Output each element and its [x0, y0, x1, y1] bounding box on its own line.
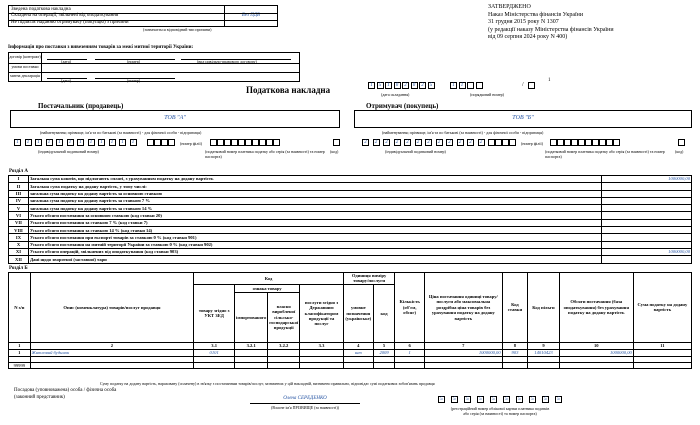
buyer-branch-caption: (номер філії)	[521, 141, 543, 146]
customs-date-caption: (дата)	[61, 78, 71, 83]
buyer-ipn-digit[interactable]: 2	[362, 139, 369, 146]
section-b-heading: Розділ Б	[9, 266, 28, 271]
signer-label: Посадова (уповноважена) особа / фізична особа	[14, 388, 117, 393]
col-code-group-header: Код	[194, 273, 344, 285]
section-b-table	[8, 272, 692, 369]
seller-ipn-digit[interactable]: 1	[119, 139, 126, 146]
number-digit[interactable]	[476, 82, 483, 89]
col-qty-header: Кількість (об'єм, обсяг)	[395, 273, 425, 343]
column-number: 11	[633, 342, 691, 349]
col-no-header: N з/п	[9, 273, 31, 343]
export-info-title: Інформація про поставки з вивезенням товарів за межі митної території України:	[8, 45, 194, 50]
section-a-row-value[interactable]	[602, 190, 692, 197]
approval-line: 31 грудня 2015 року N 1307	[488, 19, 559, 25]
section-a-row-num: IV	[9, 197, 29, 204]
item-agri[interactable]	[268, 349, 300, 356]
exempt-tag: Без ПДВ	[241, 13, 261, 18]
note-row-exempt: Складена на операції, звільнені від оподаткування	[11, 13, 119, 18]
buyer-name-caption: (найменування; прізвище, ім'я та по батькові (за наявності) - для фізичної особи - підприємця)	[382, 130, 544, 135]
signer-caption: (Власне ім'я ПРІЗВИЩЕ (за наявності))	[270, 405, 340, 410]
approval-line: ЗАТВЕРДЖЕНО	[488, 4, 531, 10]
section-a-row-num: VI	[9, 212, 29, 219]
buyer-ipn-digit[interactable]: 2	[425, 139, 432, 146]
column-number: 2	[30, 342, 194, 349]
buyer-ipn-digit[interactable]: 2	[373, 139, 380, 146]
reason-type-hint: (зазначається відповідний тип причини)	[143, 27, 212, 32]
table-row	[9, 176, 692, 183]
table-row	[9, 219, 692, 226]
date-digit[interactable]: 1	[368, 82, 375, 89]
item-unit-name[interactable]: шт	[343, 349, 373, 356]
reg-number-digit[interactable]: 5	[529, 396, 536, 403]
seller-ipn-caption: (індивідуальний податковий номер)	[38, 149, 99, 154]
section-a-row-value[interactable]	[602, 227, 692, 234]
approval-line: від 09 серпня 2024 року N 400)	[488, 34, 568, 40]
footer-note: Суму податку на додану вартість, нараховану (сплачену) в зв'язку з постачанням товарів/послуг, зазначених у цій накладній, визначено правильно, відповідає сумі податкових зобов'язань продавця	[100, 381, 435, 386]
seller-ipn-digit[interactable]: 1	[56, 139, 63, 146]
document-title: Податкова накладна	[246, 85, 331, 95]
date-digit[interactable]: 5	[377, 82, 384, 89]
col-unit-name-header: умовне позначення (українське)	[343, 284, 373, 342]
section-a-row-value[interactable]	[602, 183, 692, 190]
section-a-row-value[interactable]	[602, 212, 692, 219]
buyer-taxpayer-caption: (податковий номер платника податку або серія (за наявності) та номер паспорта)	[545, 149, 665, 159]
item-no: 1	[9, 349, 31, 356]
col-amount-header: Обсяги постачання (база оподаткування) без урахування податку на додану вартість	[559, 273, 633, 343]
section-a-row-text: Усього обсяги постачання на митній території України за ставкою 0 % (код ставки 902)	[28, 241, 601, 248]
section-a-row-value[interactable]: 1000000,00	[602, 248, 692, 255]
number-digit[interactable]	[467, 82, 474, 89]
column-number: 5	[373, 342, 395, 349]
section-a-row-text: Усього обсяги постачання при експорті товарів за ставкою 0 % (код ставки 901)	[28, 234, 601, 241]
col-agri-header: власно виробленої сільсько-господарської продукції	[268, 292, 300, 342]
section-a-row-text: Загальна сума коштів, що підлягають сплаті, з урахуванням податку на додану вартість	[28, 176, 601, 183]
seller-ipn-digit[interactable]: 1	[25, 139, 32, 146]
column-number: 1	[9, 342, 31, 349]
column-number: 9	[528, 342, 559, 349]
number-slash: /	[522, 82, 524, 88]
col-desc-header: Опис (номенклатура) товарів/послуг продавця	[30, 273, 194, 343]
section-a-row-num: II	[9, 183, 29, 190]
extra-row-code: 99999	[9, 362, 31, 368]
seller-taxpayer-caption: (податковий номер платника податку або серія (за наявності) та номер паспорта)	[205, 149, 325, 159]
reg-number-digit[interactable]: 5	[555, 396, 562, 403]
col-rate-code-header: Код ставки	[502, 273, 528, 343]
section-a-row-num: III	[9, 190, 29, 197]
date-digit[interactable]: 0	[394, 82, 401, 89]
item-amount[interactable]: 1000000,00	[559, 349, 633, 356]
date-digit[interactable]: 1	[385, 82, 392, 89]
date-boxes[interactable]	[368, 82, 438, 90]
date-caption: (дата складання)	[381, 92, 410, 97]
seller-ipn-digit[interactable]: 1	[109, 139, 116, 146]
table-row	[9, 241, 692, 248]
section-a-row-num: XII	[9, 256, 29, 263]
section-a-row-num: V	[9, 205, 29, 212]
column-number: 10	[559, 342, 633, 349]
column-number: 7	[424, 342, 502, 349]
reg-number-digit[interactable]: 5	[516, 396, 523, 403]
contract-number-caption: (номер)	[127, 59, 141, 64]
column-number: 3.1	[194, 342, 235, 349]
section-a-row-text: Усього обсяги постачання за ставкою 14 % (код ставки 14)	[28, 227, 601, 234]
item-uktzed[interactable]: 0101	[194, 349, 235, 356]
signer-sub: (законний представник)	[14, 395, 65, 400]
item-desc[interactable]: Житловий будинок	[30, 349, 194, 356]
table-row	[9, 190, 692, 197]
contract-date-caption: (дата)	[61, 59, 71, 64]
date-digit[interactable]: 2	[402, 82, 409, 89]
date-digit[interactable]: 2	[419, 82, 426, 89]
section-a-row-text: загальна сума податку на додану вартість за основною ставкою	[28, 190, 601, 197]
seller-ipn-digit[interactable]: 1	[88, 139, 95, 146]
section-a-row-value[interactable]: 1000000,00	[602, 176, 692, 183]
buyer-heading: Отримувач (покупець)	[366, 102, 439, 110]
column-number: 3.2.2	[268, 342, 300, 349]
number-extra-value: 1	[548, 78, 551, 83]
buyer-ipn-digit[interactable]: 2	[394, 139, 401, 146]
buyer-code-box[interactable]	[678, 139, 685, 146]
section-a-table	[8, 175, 692, 264]
column-number: 8	[502, 342, 528, 349]
section-a-row-num: VIII	[9, 227, 29, 234]
col-unit-code-header: код	[373, 284, 395, 342]
note-row-not-provided: Не підлягає наданню отримувачу (покупцю) з причини	[11, 20, 129, 25]
buyer-ipn-digit[interactable]: 2	[415, 139, 422, 146]
section-a-row-value[interactable]	[602, 234, 692, 241]
seller-heading: Постачальник (продавець)	[38, 102, 124, 110]
reg-number-digit[interactable]: 5	[464, 396, 471, 403]
column-number: 3.3	[300, 342, 344, 349]
note-row-consolidated: Зведена податкова накладна	[11, 7, 71, 12]
table-row[interactable]	[9, 349, 692, 356]
table-row	[9, 212, 692, 219]
item-qty[interactable]: 1	[395, 349, 425, 356]
reg-number-digit[interactable]: 5	[542, 396, 549, 403]
col-uktzed-header: товару згідно з УКТ ЗЕД	[194, 284, 235, 342]
buyer-ipn-digit[interactable]: 2	[478, 139, 485, 146]
section-a-row-num: IX	[9, 234, 29, 241]
date-digit[interactable]: 0	[411, 82, 418, 89]
number-caption: (порядковий номер)	[470, 92, 504, 97]
seller-ipn-digit[interactable]: 1	[35, 139, 42, 146]
section-a-row-text: Усього обсяги операцій, звільнених від оподаткування (код ставки 903)	[28, 248, 601, 255]
col-vat-header: Сума податку на додану вартість	[633, 273, 691, 343]
table-row	[9, 183, 692, 190]
table-row	[9, 362, 692, 368]
buyer-ipn-digit[interactable]: 2	[436, 139, 443, 146]
item-unit-code[interactable]: 2009	[373, 349, 395, 356]
number-extra-box[interactable]	[528, 82, 535, 89]
seller-ipn-digit[interactable]: 1	[98, 139, 105, 146]
reg-caption-1: (реєстраційний номер облікової картки платника податків	[450, 406, 550, 411]
item-price[interactable]: 1000000,00	[424, 349, 502, 356]
item-benefit-code[interactable]: 14010423	[528, 349, 559, 356]
section-a-row-text: Усього обсяги постачання за основною ставкою (код ставки 20)	[28, 212, 601, 219]
delivery-terms-label: умови поставки	[11, 64, 39, 69]
section-a-row-text: загальна сума податку на додану вартість за ставкою 7 %	[28, 197, 601, 204]
section-a-row-num: X	[9, 241, 29, 248]
seller-ipn-digit[interactable]: 1	[77, 139, 84, 146]
buyer-name: ТОВ "Б"	[512, 115, 534, 121]
reg-number-digit[interactable]: 5	[490, 396, 497, 403]
buyer-name-box[interactable]	[354, 110, 692, 128]
buyer-ipn-digit[interactable]: 2	[467, 139, 474, 146]
seller-ipn-digit[interactable]: 1	[46, 139, 53, 146]
section-a-row-value[interactable]	[602, 256, 692, 263]
contract-label: договір (контракт)	[9, 54, 41, 59]
contract-kind-caption: (вид цивільно-правового договору)	[197, 59, 257, 64]
section-a-row-value[interactable]	[602, 219, 692, 226]
item-vat[interactable]	[633, 349, 691, 356]
section-a-heading: Розділ А	[9, 169, 28, 174]
buyer-ipn-digit[interactable]: 2	[383, 139, 390, 146]
section-a-row-num: I	[9, 176, 29, 183]
seller-ipn-digit[interactable]: 1	[67, 139, 74, 146]
seller-name: ТОВ "А"	[164, 115, 186, 121]
item-imported[interactable]	[235, 349, 268, 356]
buyer-ipn-digit[interactable]: 2	[457, 139, 464, 146]
seller-name-caption: (найменування; прізвище, ім'я та по батькові (за наявності) - для фізичної особи - підприємця)	[40, 130, 202, 135]
col-service-code-header: послуги згідно з Державним класифікатором продукції та послуг	[300, 284, 344, 342]
col-imported-header: імпортованого	[235, 292, 268, 342]
table-row	[9, 248, 692, 255]
seller-name-box[interactable]	[10, 110, 340, 128]
seller-ipn-digit[interactable]: 1	[130, 139, 137, 146]
col-price-header: Ціна постачання одиниці товару/послуги або максимальна роздрібна ціна товарів без урахування податку на додану вартість	[424, 273, 502, 343]
reg-caption-2: або серія (за наявності) та номер паспорта)	[463, 411, 537, 416]
table-row	[9, 205, 692, 212]
col-unit-group-header: Одиниця виміру товару/послуги	[343, 273, 394, 285]
table-row	[9, 256, 692, 263]
approval-line: (у редакції наказу Міністерства фінансів України	[488, 26, 614, 33]
notes-table	[8, 5, 278, 27]
customs-declaration-label: митна декларація	[10, 73, 40, 78]
buyer-code-caption: (код)	[675, 149, 684, 154]
section-a-row-text: Усього обсяги постачання за ставкою 7 % (код ставки 7)	[28, 219, 601, 226]
table-row	[9, 197, 692, 204]
approval-stamp	[488, 4, 698, 42]
approval-line: Наказ Міністерства фінансів України	[488, 11, 584, 18]
item-rate-code[interactable]: 903	[502, 349, 528, 356]
section-a-row-text: загальна сума податку на додану вартість за ставкою 14 %	[28, 205, 601, 212]
col-origin-group-header: ознака товару	[235, 284, 300, 292]
section-a-row-text: Загальна сума податку на додану вартість, у тому числі:	[28, 183, 601, 190]
seller-code-box[interactable]	[333, 139, 340, 146]
section-a-row-value[interactable]	[602, 205, 692, 212]
number-digit[interactable]: 1	[459, 82, 466, 89]
customs-number-caption: (номер)	[127, 78, 141, 83]
number-boxes[interactable]	[450, 82, 490, 90]
reg-number-digit[interactable]: 5	[477, 396, 484, 403]
reg-number-digit[interactable]: 5	[503, 396, 510, 403]
section-a-row-num: XI	[9, 248, 29, 255]
signer-name[interactable]: Олена СЕРЕДЕНКО	[283, 396, 327, 401]
buyer-ipn-digit[interactable]: 2	[446, 139, 453, 146]
section-a-row-value[interactable]	[602, 241, 692, 248]
column-number: 4	[343, 342, 373, 349]
column-number: 6	[395, 342, 425, 349]
column-number: 3.2.1	[235, 342, 268, 349]
reg-number-digit[interactable]: 5	[451, 396, 458, 403]
table-row	[9, 234, 692, 241]
seller-branch-caption: (номер філії)	[180, 141, 202, 146]
export-info-table	[8, 52, 300, 82]
reg-number-digit[interactable]: 5	[438, 396, 445, 403]
section-a-row-text: Дані щодо зворотної (заставної) тари	[28, 256, 601, 263]
table-row	[9, 227, 692, 234]
section-a-row-value[interactable]	[602, 197, 692, 204]
special-notes-block	[8, 5, 308, 83]
number-digit[interactable]: 1	[450, 82, 457, 89]
item-service[interactable]	[300, 349, 344, 356]
seller-ipn-digit[interactable]: 1	[14, 139, 21, 146]
section-a-row-num: VII	[9, 219, 29, 226]
buyer-ipn-digit[interactable]: 2	[404, 139, 411, 146]
date-digit[interactable]: 5	[428, 82, 435, 89]
seller-code-caption: (код)	[330, 149, 339, 154]
buyer-ipn-caption: (індивідуальний податковий номер)	[385, 149, 446, 154]
col-benefit-code-header: Код пільги	[528, 273, 559, 343]
